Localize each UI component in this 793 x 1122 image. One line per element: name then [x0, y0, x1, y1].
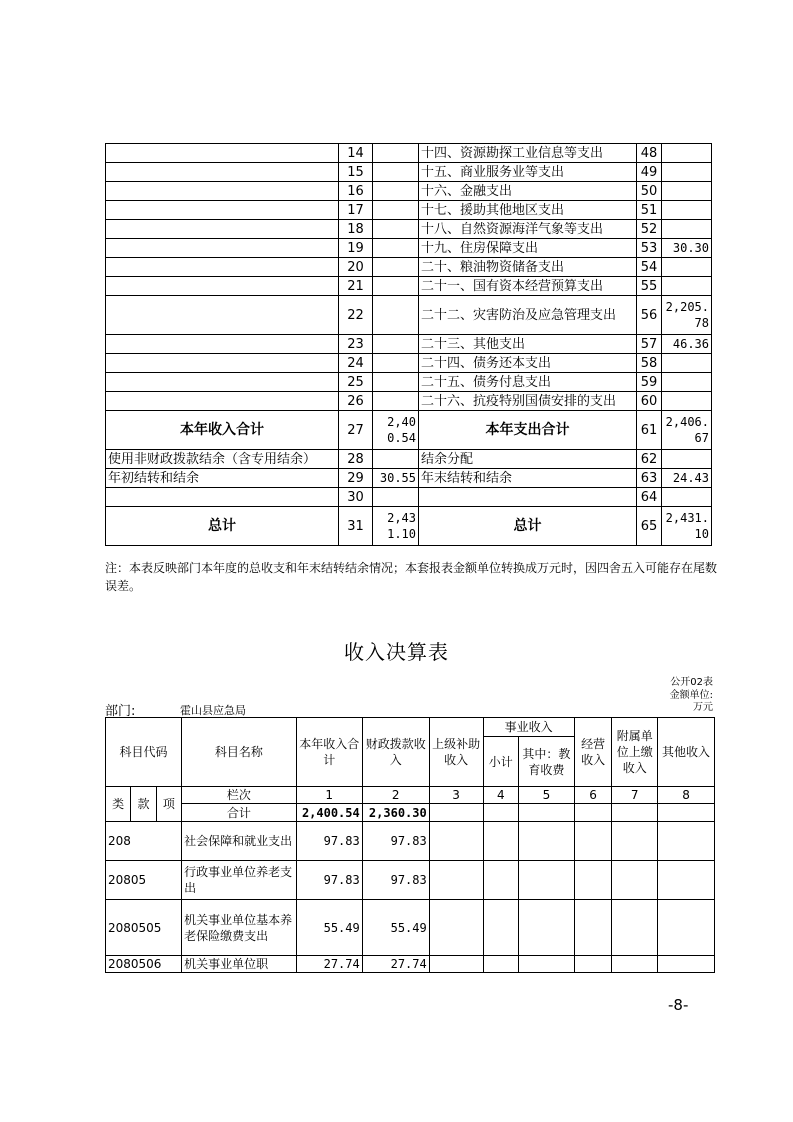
expense-column-number: 57: [637, 335, 662, 354]
income-item-cell: [106, 144, 339, 163]
empty-cell: [574, 956, 612, 973]
income-amount-cell: [373, 220, 419, 239]
blank-row: [106, 488, 712, 507]
expense-item-label: 十六、金融支出: [419, 182, 637, 201]
income-row: [106, 822, 715, 861]
expense-item-label: 二十三、其他支出: [419, 335, 637, 354]
non_fiscal-number: 28: [339, 450, 373, 469]
income-item-cell: [106, 335, 339, 354]
empty-cell: [429, 956, 483, 973]
unit-value-text: 万元: [693, 702, 713, 713]
income_total-amount: 2,400.54: [373, 411, 419, 450]
grand_total-number: 31: [339, 507, 373, 546]
grand_total-expense-label: 总计: [419, 507, 637, 546]
grand_total-amount: 2,431.10: [373, 507, 419, 546]
blank-row-column: 64: [637, 488, 662, 507]
income-row-number: 22: [339, 296, 373, 335]
row-total: 97.83: [296, 861, 362, 900]
subject-code: 2080505: [106, 900, 182, 956]
row-total: 97.83: [296, 822, 362, 861]
income-item-cell: [106, 354, 339, 373]
expense-amount: [662, 182, 712, 201]
page-title: 收入决算表: [344, 640, 449, 664]
income-amount-cell: [373, 163, 419, 182]
income-row: [106, 956, 715, 973]
col-number: 8: [658, 787, 715, 804]
blank-cell: [662, 488, 712, 507]
subject-name: 机关事业单位职: [182, 956, 297, 973]
expense-row: [106, 201, 712, 220]
subject-code: 2080506: [106, 956, 182, 973]
expense-amount: [662, 201, 712, 220]
income-item-cell: [106, 163, 339, 182]
expense-item-label: 十九、住房保障支出: [419, 239, 637, 258]
empty-cell: [519, 822, 575, 861]
empty-cell: [483, 861, 519, 900]
income_total-expense-column: 61: [637, 411, 662, 450]
empty-cell: [574, 861, 612, 900]
header-edu: 其中：教育收费: [519, 737, 575, 787]
expense-item-label: 十四、资源勘探工业信息等支出: [419, 144, 637, 163]
non_fiscal-expense-amount: [662, 450, 712, 469]
empty-cell: [483, 900, 519, 956]
row-fiscal: 97.83: [362, 822, 429, 861]
empty-cell: [574, 900, 612, 956]
income_total-number: 27: [339, 411, 373, 450]
income-amount-cell: [373, 335, 419, 354]
expense-column-number: 56: [637, 296, 662, 335]
col-label: 栏次: [182, 787, 297, 804]
expense-item-label: 二十四、债务还本支出: [419, 354, 637, 373]
expense-item-label: 二十六、抗疫特别国债安排的支出: [419, 392, 637, 411]
blank-cell: [106, 488, 339, 507]
empty-cell: [429, 822, 483, 861]
blank-cell: [419, 488, 637, 507]
expense-item-label: 二十五、债务付息支出: [419, 373, 637, 392]
empty-cell: [658, 822, 715, 861]
income_total-expense-label: 本年支出合计: [419, 411, 637, 450]
header-lei: 类: [106, 787, 131, 822]
row-fiscal: 27.74: [362, 956, 429, 973]
header-xiang: 项: [156, 787, 181, 822]
non_fiscal-expense-label: 结余分配: [419, 450, 637, 469]
dept-label: 部门:: [105, 704, 136, 719]
expense-item-label: 二十一、国有资本经营预算支出: [419, 277, 637, 296]
subject-code: 208: [106, 822, 182, 861]
expense-amount: [662, 354, 712, 373]
income-row-number: 25: [339, 373, 373, 392]
header-subtotal: 小计: [483, 737, 519, 787]
income-table-body: [106, 822, 715, 973]
header-fiscal: 财政拨款收入: [362, 718, 429, 787]
income-amount-cell: [373, 296, 419, 335]
income-row: [106, 861, 715, 900]
income-amount-cell: [373, 354, 419, 373]
expense-amount: [662, 144, 712, 163]
expense-amount: [662, 163, 712, 182]
header-code: 科目代码: [106, 718, 182, 787]
income-amount-cell: [373, 182, 419, 201]
expense-column-number: 53: [637, 239, 662, 258]
expense-item-label: 十五、商业服务业等支出: [419, 163, 637, 182]
grand_total-label: 总计: [106, 507, 339, 546]
expense-amount: [662, 277, 712, 296]
expense-row: [106, 163, 712, 182]
expense-row: [106, 335, 712, 354]
grand_total-expense-amount: 2,431.10: [662, 507, 712, 546]
income-row-number: 16: [339, 182, 373, 201]
income-amount-cell: [373, 239, 419, 258]
header-total: 本年收入合计: [296, 718, 362, 787]
expense-column-number: 54: [637, 258, 662, 277]
expense-row: [106, 373, 712, 392]
income-row-number: 15: [339, 163, 373, 182]
begin_balance-label: 年初结转和结余: [106, 469, 339, 488]
empty-cell: [429, 900, 483, 956]
row-total: 55.49: [296, 900, 362, 956]
empty-cell: [658, 956, 715, 973]
income-item-cell: [106, 296, 339, 335]
income-item-cell: [106, 392, 339, 411]
expense-row: [106, 182, 712, 201]
income-table: [105, 717, 715, 973]
expense-row: [106, 296, 712, 335]
expense-row: [106, 354, 712, 373]
empty-cell: [612, 956, 658, 973]
sum-total: 2,400.54: [296, 804, 362, 822]
subject-code: 20805: [106, 861, 182, 900]
expense-amount: [662, 258, 712, 277]
income-row-number: 18: [339, 220, 373, 239]
expense-column-number: 49: [637, 163, 662, 182]
empty-cell: [519, 900, 575, 956]
expense-column-number: 59: [637, 373, 662, 392]
expense-row: [106, 258, 712, 277]
summary-row-non_fiscal: [106, 450, 712, 469]
header-kuan: 款: [131, 787, 156, 822]
income-item-cell: [106, 258, 339, 277]
empty-cell: [483, 956, 519, 973]
income-row-number: 23: [339, 335, 373, 354]
expense-amount: [662, 220, 712, 239]
header-operating: 经营收入: [574, 718, 612, 787]
empty-cell: [574, 822, 612, 861]
begin_balance-expense-column: 63: [637, 469, 662, 488]
col-number: 2: [362, 787, 429, 804]
income_total-expense-amount: 2,406.67: [662, 411, 712, 450]
expense-row: [106, 144, 712, 163]
table-note: 注：本表反映部门本年度的总收支和年末结转结余情况；本套报表金额单位转换成万元时，因四舍五入可能存在尾数误差。: [105, 561, 718, 593]
expense-item-label: 二十、粮油物资储备支出: [419, 258, 637, 277]
empty-cell: [483, 822, 519, 861]
income-amount-cell: [373, 201, 419, 220]
expense-column-number: 60: [637, 392, 662, 411]
expense-row: [106, 239, 712, 258]
expense-column-number: 48: [637, 144, 662, 163]
expense-row: [106, 220, 712, 239]
expense-row: [106, 392, 712, 411]
col-number: 5: [519, 787, 575, 804]
expense-amount: 30.30: [662, 239, 712, 258]
header-other: 其他收入: [658, 718, 715, 787]
expense-column-number: 51: [637, 201, 662, 220]
non_fiscal-amount: [373, 450, 419, 469]
income-item-cell: [106, 220, 339, 239]
empty-cell: [519, 861, 575, 900]
expense-column-number: 55: [637, 277, 662, 296]
expense-row: [106, 277, 712, 296]
expense-item-label: 十八、自然资源海洋气象等支出: [419, 220, 637, 239]
income-row: [106, 900, 715, 956]
empty-cell: [429, 861, 483, 900]
expense-amount: 2,205.78: [662, 296, 712, 335]
expense-column-number: 58: [637, 354, 662, 373]
col-number: 3: [429, 787, 483, 804]
unit-label-text: 金额单位:: [669, 690, 713, 701]
income-amount-cell: [373, 392, 419, 411]
blank-cell: [373, 488, 419, 507]
income-amount-cell: [373, 277, 419, 296]
blank-row-number: 30: [339, 488, 373, 507]
expense-column-number: 52: [637, 220, 662, 239]
dept-value: 霍山县应急局: [180, 704, 246, 717]
income-row-number: 14: [339, 144, 373, 163]
col-number: 7: [612, 787, 658, 804]
begin_balance-number: 29: [339, 469, 373, 488]
subject-name: 社会保障和就业支出: [182, 822, 297, 861]
col-number: 4: [483, 787, 519, 804]
empty-cell: [612, 900, 658, 956]
page-number: -8-: [668, 996, 689, 1014]
non_fiscal-label: 使用非财政拨款结余（含专用结余）: [106, 450, 339, 469]
subject-name: 机关事业单位基本养老保险缴费支出: [182, 900, 297, 956]
income-row-number: 24: [339, 354, 373, 373]
row-fiscal: 55.49: [362, 900, 429, 956]
expense-item-label: 十七、援助其他地区支出: [419, 201, 637, 220]
empty-cell: [658, 861, 715, 900]
header-affiliated: 附属单位上缴收入: [612, 718, 658, 787]
empty-cell: [612, 861, 658, 900]
row-fiscal: 97.83: [362, 861, 429, 900]
table-code: 公开02表: [670, 677, 713, 688]
col-number: 1: [296, 787, 362, 804]
expense-amount: 46.36: [662, 335, 712, 354]
header-career: 事业收入: [483, 718, 574, 737]
summary-row-income_total: [106, 411, 712, 450]
row-total: 27.74: [296, 956, 362, 973]
income-item-cell: [106, 182, 339, 201]
expense-table-body: [106, 144, 712, 546]
begin_balance-expense-amount: 24.43: [662, 469, 712, 488]
header-name: 科目名称: [182, 718, 297, 787]
expense-amount: [662, 392, 712, 411]
subject-name: 行政事业单位养老支出: [182, 861, 297, 900]
expense-column-number: 50: [637, 182, 662, 201]
empty-cell: [658, 900, 715, 956]
income-amount-cell: [373, 258, 419, 277]
grand_total-expense-column: 65: [637, 507, 662, 546]
sum-row: [106, 804, 715, 822]
income-item-cell: [106, 277, 339, 296]
expense-item-label: 二十二、灾害防治及应急管理支出: [419, 296, 637, 335]
income-amount-cell: [373, 373, 419, 392]
header-upper: 上级补助收入: [429, 718, 483, 787]
unit-label: [653, 690, 713, 714]
begin_balance-expense-label: 年末结转和结余: [419, 469, 637, 488]
income-row-number: 21: [339, 277, 373, 296]
empty-cell: [519, 956, 575, 973]
income-row-number: 26: [339, 392, 373, 411]
summary-row-begin_balance: [106, 469, 712, 488]
non_fiscal-expense-column: 62: [637, 450, 662, 469]
col-number: 6: [574, 787, 612, 804]
income-amount-cell: [373, 144, 419, 163]
begin_balance-amount: 30.55: [373, 469, 419, 488]
income-row-number: 19: [339, 239, 373, 258]
expense-amount: [662, 373, 712, 392]
sum-fiscal: 2,360.30: [362, 804, 429, 822]
income_total-label: 本年收入合计: [106, 411, 339, 450]
income-item-cell: [106, 201, 339, 220]
summary-row-grand_total: [106, 507, 712, 546]
empty-cell: [612, 822, 658, 861]
income-row-number: 20: [339, 258, 373, 277]
income-item-cell: [106, 373, 339, 392]
income-item-cell: [106, 239, 339, 258]
expense-table: [105, 143, 712, 546]
sum-label: 合计: [182, 804, 297, 822]
income-row-number: 17: [339, 201, 373, 220]
